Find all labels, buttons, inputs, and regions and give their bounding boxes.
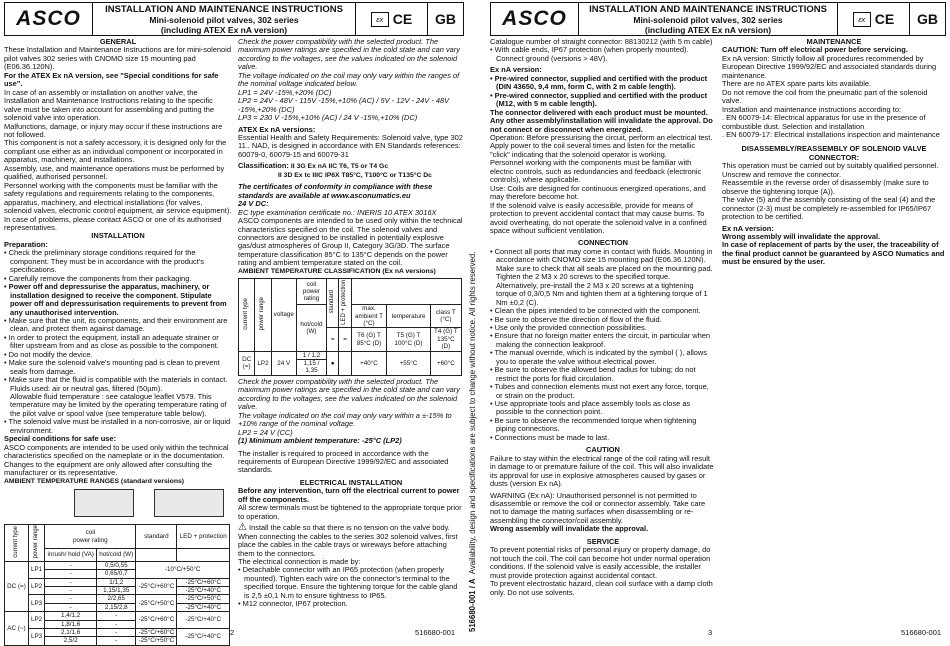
paragraph: Use: Coils are designed for continuous energized operations, and may therefore become hot. <box>490 183 706 202</box>
paragraph: CAUTION: Turn off electrical power before servicing. <box>722 45 908 55</box>
classification-label: Classification: <box>238 161 289 171</box>
list-item: • Be sure to observe the direction of flow of the fluid. <box>490 316 716 324</box>
table-row <box>5 561 230 569</box>
ce-mark-icon: CE <box>874 11 895 27</box>
table-cell: LP1 <box>28 561 44 578</box>
paragraph: The voltage indicated on the coil may only vary within the ranges of the nominal voltage indicated below. <box>238 70 460 89</box>
table-cell: 1,4/1,2 <box>45 612 97 620</box>
valve-drawings <box>4 486 232 522</box>
list-item: • Pre-wired connector, supplied and certified with the product (M12, with 5 m cable length). <box>490 92 716 109</box>
language-code: GB <box>909 3 945 35</box>
table-cell: - <box>45 595 97 603</box>
paragraph: Wrong assembly will invalidate the approval. <box>490 524 649 534</box>
paragraph: In case of an assembly or installation on another valve, the Installation and Maintenance Instructions relating to the specific valve must be taken into account for assembling and putting the solenoid valve into operation. <box>4 87 215 123</box>
section-title-maintenance: MAINTENANCE <box>806 37 862 46</box>
table-cell: 1,15/1,35 <box>97 587 136 595</box>
paragraph: There are no ATEX spare parts kits available. <box>722 79 872 89</box>
paragraph: These Installation and Maintenance Instructions are for mini-solenoid pilot valves 302 series with CNOMO size 15 mounting pad (E06.36.120N). <box>4 45 231 72</box>
paragraph: Operation: Before pressurising the circuit, perform an electrical test. Apply power to the coil several times and listen for the metallic "click" indicating that the solenoid operator is working. <box>490 132 713 159</box>
table-header: hot/cold (W) <box>296 305 326 351</box>
list-item: • In order to protect the equipment, install an adequate strainer or filter upstream from and as close as possible to the component. <box>4 334 232 351</box>
paragraph: All screw terminals must be tightened to the appropriate torque prior to operation. <box>238 503 462 521</box>
table-cell: DC (=) <box>5 561 29 611</box>
paragraph: Unscrew and remove the connector. <box>722 169 842 179</box>
table-cell: 2,1/1,6 <box>45 629 97 637</box>
table-cell: -25°C/+40°C <box>177 612 230 629</box>
table-header: standard <box>328 290 335 314</box>
table-cell: -25°C/+60°C <box>136 578 177 595</box>
ce-mark-icon: CE <box>392 11 413 27</box>
paragraph: The installer is required to proceed in accordance with the requirements of European Directive 1999/92/EC and associated standards. <box>238 448 449 475</box>
table-cell: -25°C/+60°C <box>177 578 230 586</box>
table-cell: -25°C/+50°C <box>136 637 177 645</box>
right-page-column-1 <box>490 38 716 628</box>
header-text <box>579 3 837 35</box>
header-text <box>93 3 355 35</box>
table-row <box>5 612 230 620</box>
table-cell: T4 (G) T 135°C (D) <box>430 328 461 351</box>
table-cell: T5 (G) T 100°C (D) <box>387 328 431 351</box>
subsection-exna: Ex nA version: <box>490 65 542 75</box>
table-row: DC (=) LP2 24 V 1 / 1,2 ● +40°C +55°C +60°C <box>239 351 462 359</box>
paragraph: Personnel working with the components must be familiar with the safety regulations and requirements relating to the components, apparatus, machinery, and electrical installations (for valves, solenoid valves, electronic control equipment, air service equipment). <box>4 180 232 216</box>
table-header: power range <box>32 525 39 559</box>
list-item: • Pre-wired connector, supplied and certified with the product (DIN 43650, 9,4 mm, form C, with 2 m cable length). <box>490 75 716 92</box>
table-cell: - <box>45 570 97 578</box>
paragraph: Check the power compatibility with the selected product. The maximum power ratings are specified in the cold state and can vary according to the voltages, see the values indicated on the solenoid valve. <box>238 376 460 412</box>
table-cell: - <box>45 578 97 586</box>
ambient-temperature-table <box>4 524 230 646</box>
list-item: • Power off and depressurise the apparatus, machinery, or installation designed to receive the component. Stipulate power off and depressurisation requirements to prevent from any unauthorised intervention. <box>4 283 232 317</box>
warning-triangle-icon: ⚠ <box>238 522 247 534</box>
paragraph: . EN 60079-17: Electrical installations inspection and maintenance <box>722 129 940 139</box>
certificate-number: EC type examination certificate no.: INERIS 10 ATEX 3016X <box>238 207 437 217</box>
paragraph: Check the power compatibility with the selected product. The maximum power ratings are specified in the cold state and can vary according to the voltages, see the values indicated on the solenoid valve. <box>238 37 460 72</box>
table-cell: -25°C/+40°C <box>177 587 230 595</box>
language-code: GB <box>427 3 463 35</box>
table-cell: -25°C/+40°C <box>177 629 230 646</box>
table-cell: - <box>45 561 97 569</box>
subsection-atex: ATEX Ex nA versions: <box>238 124 316 134</box>
paragraph: To prevent electrostatic hazard, clean coil surface with a damp cloth only. Do not use solvents. <box>490 579 713 597</box>
table-cell: -25°C/+40°C <box>177 603 230 611</box>
table-cell: 2,15/2,8 <box>97 603 136 611</box>
table-header: hot/cold (W) <box>97 549 136 562</box>
subsection-preparation: Preparation: <box>4 239 48 249</box>
table-header: max. ambient T (°C) <box>351 305 386 328</box>
table-cell: - <box>45 587 97 595</box>
right-page <box>486 0 950 640</box>
list-item: • Make sure the solenoid valve's mounting pad is clean to prevent seals from damage. <box>4 359 232 376</box>
paragraph: ASCO components are intended to be used only within the technical characteristics specified on the coil. The solenoid valves and connectors are designed to be installed in potentially explosive gas/dust atmospheres of Group II, Category 3G/3D. The surface temperature classification 85°C to 135°C depends on the power rating and ambient temperature stated on the coil. <box>238 216 463 268</box>
table-header: current type <box>12 525 19 558</box>
section-title-installation: INSTALLATION <box>91 231 145 241</box>
table-header: power rating <box>73 536 108 544</box>
classification-dust: II 3D Ex tc IIIC IP6X T85°C, T100°C or T135°C Dc <box>278 171 432 179</box>
spine-notice: Availability, design and specifications are subject to change without notice. All rights reserved. <box>468 251 477 575</box>
list-item: • Make sure that the unit, its components, and their environment are clean, and protect them against damage. <box>4 317 232 334</box>
table-cell: LP3 <box>28 629 44 646</box>
paragraph: In case of replacement of parts by the user, the traceability of the final product cannot be guaranteed by ASCO Numatics and must be ensured by the user. <box>722 240 945 267</box>
table-cell: - <box>45 603 97 611</box>
table1-title: AMBIENT TEMPERATURE RANGES (standard versions) <box>4 477 185 485</box>
subsection-exna: Ex nA version: <box>722 223 774 233</box>
table-header: class T (°C) <box>430 305 461 328</box>
table-cell: 2/2,65 <box>97 595 136 603</box>
list-item: • Make sure that the fluid is compatible with the materials in contact. <box>4 376 232 384</box>
table-cell: 1,8/1,6 <box>45 620 97 628</box>
page-header <box>4 2 464 36</box>
paragraph: The electrical connection is made by: <box>238 556 361 566</box>
table-header: temperature <box>387 305 431 328</box>
spine-code: 516680-001 / A <box>468 578 477 632</box>
valve-drawing-standard <box>74 489 134 517</box>
page-header <box>490 2 946 36</box>
footnote-min-temp: (1) Minimum ambient temperature: -25°C (LP2) <box>238 436 402 446</box>
paragraph: Fluids used: air or neutral gas, filtered (50µm). <box>10 383 163 393</box>
list-item: • Connections must be made to last. <box>490 434 716 442</box>
table-cell: -25°C/+60°C <box>136 612 177 629</box>
table-header: coil <box>85 529 96 537</box>
list-item: • The solenoid valve must be installed in a non-corrosive, air or liquid environment. <box>4 418 232 435</box>
table2-title: AMBIENT TEMPERATURE CLASSIFICATION (Ex nA versions) <box>238 267 436 275</box>
table-cell: +40°C <box>351 351 386 375</box>
certification-marks <box>355 3 427 35</box>
table-header: standard <box>136 525 177 549</box>
atex-ex-icon: εx <box>371 12 389 27</box>
table-cell: +60°C <box>430 351 461 375</box>
paragraph: WARNING (Ex nA): Unauthorised personnel is not permitted to disassemble or remove the coil or connector assembly. Take care not to damage the mating surfaces when disassembling or re-assembling the connector/coil assembly. <box>490 490 706 525</box>
header-subtitle-2: (including ATEX Ex nA version) <box>644 25 772 35</box>
paragraph: When connecting the cables to the series 302 solenoid valves, first place the cables in the cable trays or wireways before attaching them to the connectors. <box>238 531 458 558</box>
header-subtitle-2: (including ATEX Ex nA version) <box>160 25 288 35</box>
list-item: • Tubes and connection elements must not exert any force, torque, or strain on the product. <box>490 383 716 400</box>
voltage-lp1: LP1 = 24V -15%,+20% (DC) <box>238 87 332 97</box>
table-cell: LP2 <box>28 612 44 629</box>
paragraph: This component is not a safety accessory, it is designed only for the compliant use either as an individual component or incorporated in apparatus, machinery, and installations. <box>4 138 227 165</box>
table-cell: LP2 <box>28 578 44 595</box>
list-item: • Be sure to observe the allowed bend radius for tubing; do not restrict the ports for fluid circulation. <box>490 366 716 383</box>
paragraph: To prevent potential risks of personal injury or property damage, do not touch the coil. The coil can become hot under normal operation conditions. If the solenoid valve is easily accessible, the installer must provide protection against accidental contact. <box>490 545 711 580</box>
page-number: 3 <box>708 628 713 637</box>
table-cell: 0,5/0,55 <box>97 561 136 569</box>
certificates-title: The certificates of conformity in compliance with these standards are available at www.asconumatics.eu <box>238 182 433 200</box>
header-subtitle-1: Mini-solenoid pilot valves, 302 series <box>149 15 299 25</box>
section-title-disassembly: DISASSEMBLY/REASSEMBLY OF SOLENOID VALVE CONNECTOR: <box>741 144 927 162</box>
list-item: • With cable ends, IP67 protection (when properly mounted). Connect ground (versions > 48V). <box>490 46 716 63</box>
table-header: power range <box>259 297 266 331</box>
table-cell: - <box>97 629 136 637</box>
paragraph: Alternatively, pre-install the 2 M3 x 20 screws at a tightening torque of 0,3/0,5 Nm and tighten them at a tightening torque of 1 Nm ±0,2 (C). <box>496 280 708 307</box>
paragraph: Ex nA version: Strictly follow all procedures recommended by European Directive 1999/92/EC and associated standards during maintenance. <box>722 53 937 80</box>
valve-drawing-led <box>154 489 224 517</box>
table-cell: -25°C/+50°C <box>177 595 230 603</box>
paragraph: The valve (5) and the assembly consisting of the seal (4) and the connector (2-3) must be completely re-assembled for IP65/IP67 protection to be certified. <box>722 195 936 222</box>
paragraph: This operation must be carried out by suitably qualified personnel. <box>722 161 939 171</box>
section-title-electrical: ELECTRICAL INSTALLATION <box>299 477 403 487</box>
table-cell: - <box>97 637 136 645</box>
paragraph: . EN 60079-14: Electrical apparatus for use in the presence of combustible dust. Selection and installation <box>722 113 926 131</box>
list-item: • Do not modify the device. <box>4 351 232 359</box>
table-cell: AC (~) <box>5 612 29 646</box>
table-cell: T6 (G) T 85°C (D) <box>351 328 386 351</box>
section-title-connection: CONNECTION <box>578 238 628 248</box>
table-cell: 24 V <box>271 351 296 375</box>
list-item: • Connect all ports that may come in contact with fluids. Mounting in accordance with CNOMO size 15 mounting pad (E06.36.120N). Make sure to check that all seals are placed on the mounting pad. Tighten the 2 M3 x 20 screws to the specified torque. <box>490 248 716 282</box>
certification-marks <box>837 3 909 35</box>
table-cell: 1,15 / 1,35 <box>296 360 326 376</box>
paragraph: Before any intervention, turn off the electrical current to power off the components. <box>238 486 460 504</box>
paragraph: For the ATEX Ex nA version, see "Special conditions for safe use". <box>4 70 219 89</box>
table-header: coil <box>306 280 317 288</box>
paragraph: Installation and maintenance instructions according to: <box>722 104 902 114</box>
table-cell: +55°C <box>387 351 431 375</box>
table-cell: 2,5/2 <box>45 637 97 645</box>
asco-logo: ASCO <box>5 3 93 35</box>
table-cell: - <box>97 620 136 628</box>
voltage-lp3: LP3 = 230 V -15%,+10% (AC) / 24 V -15%,+10% (DC) <box>238 113 418 123</box>
list-item: • M12 connector, IP67 protection. <box>238 600 464 608</box>
paragraph: Catalogue number of straight connector: 88130212 (with 5 m cable) <box>490 37 713 46</box>
table-row <box>5 629 230 637</box>
header-title: INSTALLATION AND MAINTENANCE INSTRUCTIONS <box>105 4 343 15</box>
paragraph: If the solenoid valve is easily accessible, provide for means of protection to prevent accidental contact that may cause burns. To avoid overheating, do not operate the solenoid valve in a confined space without sufficient ventilation. <box>490 200 707 235</box>
paragraph: Essential Health and Safety Requirements: Solenoid valve, type 302 11.. NAD, is designed in accordance with EN Standards references: 60079-0, 60079-15 and 60079-31 <box>238 132 463 159</box>
page-number: 2 <box>230 628 235 637</box>
paragraph: In case of problems, please contact ASCO or one of its authorised representatives. <box>4 214 222 232</box>
paragraph: ASCO components are intended to be used only within the technical characteristics specified on the nameplate or in the documentation. Changes to the equipment are only allowed after consulting the manufacturer or its representative. <box>4 442 229 478</box>
left-page <box>0 0 468 645</box>
list-item: • The manual override, which is indicated by the symbol ( ), allows you to operate the valve without electrical power. <box>490 349 716 366</box>
atex-ex-icon: εx <box>853 12 871 27</box>
paragraph: Do not remove the coil from the pneumatic part of the solenoid valve. <box>722 87 928 106</box>
table-cell: LP2 <box>255 351 271 375</box>
paragraph: Malfunctions, damage, or injury may occur if these instructions are not followed. <box>4 121 223 139</box>
list-item: • Check the preliminary storage conditions required for the component. They must be in accordance with the product's specifications. <box>4 249 232 274</box>
list-item: • Ensure that no foreign matter enters the circuit, in particular when making the connection leakproof. <box>490 332 716 349</box>
table-header: voltage <box>271 279 296 351</box>
left-page-column-1 <box>4 37 232 645</box>
certificate-voltage: 24 V DC: <box>238 199 269 209</box>
list-item: • Detachable connector with an IP65 protection (when properly mounted). Tighten each wire on the connector's terminal to the specified torque. Ensure the tightening torque for the cable gland is 2,5 ±0,1 N.m to ensure tightness to IP65. <box>238 566 464 600</box>
paragraph: Allowable fluid temperature : see catalogue leaflet V579. This temperature may be limited by the operating temperature rating of the pilot valve or spool valve (see temperature table below). <box>10 392 227 418</box>
table-cell: 0,65/0,7 <box>97 570 136 578</box>
paragraph: Wrong assembly will invalidate the approval. <box>722 231 881 241</box>
section-title-general: GENERAL <box>99 37 137 46</box>
classification-gas: II 3G Ex nA IIC T6, T5 or T4 Gc <box>290 163 389 171</box>
table-cell: 1 / 1,2 <box>296 351 326 359</box>
table-cell: 1/1,2 <box>97 578 136 586</box>
list-item: • Use only the provided connection possibilities. <box>490 324 716 332</box>
section-title-caution: CAUTION <box>586 445 620 455</box>
spine-text <box>468 0 486 640</box>
doc-code: 516680-001 <box>901 628 942 637</box>
table-cell: -25°C/+50°C <box>136 595 177 612</box>
section-title-service: SERVICE <box>586 536 620 546</box>
asco-logo: ASCO <box>491 3 579 35</box>
table-header: LED + protection <box>341 279 348 325</box>
list-item: • Use appropriate tools and place assembly tools as close as possible to the connection point. <box>490 400 716 417</box>
voltage-lp2-dc: LP2 = 24 V (CC) <box>238 427 293 437</box>
paragraph: Assembly, use, and maintenance operations must be performed by qualified, authorised personnel. <box>4 163 225 182</box>
table-header: power rating <box>302 288 321 303</box>
voltage-lp2: LP2 = 24V - 48V - 115V -15%,+10% (AC) / 5V - 12V - 24V - 48V -15%,+20% (DC) <box>238 96 450 114</box>
list-item: • Be sure to observe the recommended torque when tightening piping connections. <box>490 417 716 434</box>
table-row <box>5 578 230 586</box>
header-title: INSTALLATION AND MAINTENANCE INSTRUCTIONS <box>589 4 827 15</box>
table-row <box>5 595 230 603</box>
table-cell: -25°C/+60°C <box>136 629 177 637</box>
doc-code: 516680-001 <box>415 628 456 637</box>
paragraph: Failure to stay within the electrical range of the coil rating will result in damage to or premature failure of the coil. This will also invalidate its approval for use in explosive atmospheres caused by gases or dusts (version Ex nA). <box>490 453 714 489</box>
list-item: • Clean the pipes intended to be connected with the component. <box>490 307 716 315</box>
paragraph: The connector delivered with each product must be mounted. Any other assembly/installation will invalidate the approval. Do not connect or disconnect when energized. <box>490 107 713 134</box>
connector-drawings <box>351 279 461 305</box>
temperature-classification-table: current type power range voltage coil power rating standard LED + protection hot/cold (W) max. ambient T (°C) temperature class T (°C) = = T6 (G) T 85°C (D) T5 (G) T 100°C (D) T4 (G) T 135°C (D) DC (=) LP2 24 V 1 / 1,2 ● +40°C +55°C +60°C 1,15 / 1,35 <box>238 278 462 376</box>
paragraph: Reassemble in the reverse order of disassembly (make sure to observe the tightening torque (A)). <box>722 178 929 196</box>
paragraph: Personnel working with the components must be familiar with electric controls, such as redundancies and feedback (electronic controls), where applicable. <box>490 158 702 185</box>
table-cell: -10°C/+50°C <box>136 561 230 578</box>
right-page-column-2 <box>722 38 946 628</box>
paragraph: The voltage indicated on the coil may only vary within a ±-15% to +10% range of the nominal voltage. <box>238 410 452 429</box>
table-header: current type <box>242 297 249 330</box>
header-subtitle-1: Mini-solenoid pilot valves, 302 series <box>633 15 783 25</box>
table-cell: - <box>97 612 136 620</box>
left-page-column-2 <box>238 38 464 628</box>
table-header: LED + protection <box>177 525 230 549</box>
paragraph: Install the cable so that there is no tension on the valve body. <box>249 523 450 533</box>
subsection-special-conditions: Special conditions for safe use: <box>4 434 117 444</box>
table-cell: DC (=) <box>239 351 255 375</box>
table-cell: LP3 <box>28 595 44 612</box>
table-header: inrush/ hold (VA) <box>45 549 97 562</box>
list-item: • Carefully remove the components from their packaging. <box>4 275 232 283</box>
